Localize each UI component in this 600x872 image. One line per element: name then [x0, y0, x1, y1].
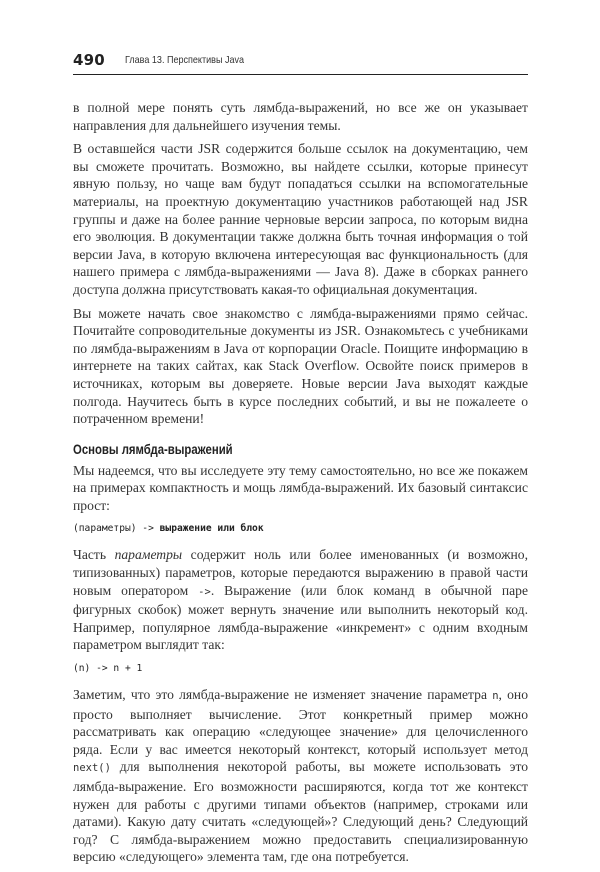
section-heading: Основы лямбда-выражений [73, 441, 233, 457]
text-span: . Выражение (или блок команд в обычной паре фигурных скобок) может вернуть значение или выполнить некоторый код. Например, популярное лямбда-выражение «инкремент» с одним входным параметром выглядит так: [73, 582, 528, 653]
paragraph-continuation: в полной мере понять суть лямбда-выражений, но все же он указывает направления для дальнейшего изучения темы. [73, 100, 528, 133]
paragraph-final [73, 686, 528, 866]
inline-code-method: next() [73, 762, 111, 775]
running-header [73, 50, 528, 75]
code-body: выражение или блок [159, 523, 264, 535]
inline-code-operator: -> [198, 585, 211, 598]
page-body [73, 99, 528, 872]
text-span: , оно просто выполняет вычисление. Этот конкретный пример можно рассматривать как операцию «следующее значение» для целочисленного ряда. Если у вас имеется некоторый контекст, который использует метод [73, 687, 528, 757]
chapter-title: Глава 13. Перспективы Java [125, 54, 245, 66]
code-increment: (n) -> n + 1 [73, 663, 143, 675]
text-span: содержит ноль или более именованных (и возможно, типизованных) параметров, которые передаются выражению в правой части новым оператором [73, 547, 528, 598]
text-span: для выполнения некоторой работы, вы можете использовать это лямбда-выражение. Его возможности расширяются, когда тот же контекст нужен для работы с другими типами объектов (например, строками или датами). Какую дату считать «следующей»? Следующий день? Следующий год? С лямбда-выражением можно предоставить специализированную версию «следующего» элемента там, где она потребуется. [73, 759, 528, 865]
italic-term: параметры [114, 547, 183, 563]
text-span: Часть [73, 547, 115, 563]
text-span: Заметим, что это лямбда-выражение не изменяет значение параметра [73, 687, 493, 703]
code-syntax [73, 522, 528, 536]
code-params: (параметры) -> [73, 523, 160, 535]
page-number: 490 [73, 51, 105, 69]
paragraph-get-started: Вы можете начать свое знакомство с лямбда-выражениями прямо сейчас. Почитайте сопроводительные документы из JSR. Ознакомьтесь с учебниками по лямбда-выражениям в Java от корпорации Oracle. Поищите информацию в интернете на таких сайтах, как Stack Overflow. Освойте поиск примеров в источниках, которым вы доверяете. Новые версии Java выходят каждые полгода. Научитесь быть в курсе последних событий, и вы не пожалеете о потраченном времени! [73, 305, 528, 427]
paragraph-parameters [73, 546, 528, 654]
paragraph-intro: Мы надеемся, что вы исследуете эту тему самостоятельно, но все же покажем на примерах компактность и мощь лямбда-выражений. Их базовый синтаксис прост: [73, 462, 528, 513]
paragraph-jsr-docs: В оставшейся части JSR содержится больше ссылок на документацию, чем вы сможете прочитать. Возможно, вы найдете ссылки, которые принесут явную пользу, но чаще вам будут попадаться ссылки на вспомогательные материалы, на проектную документацию участников работающей над JSR группы и даже на более ранние черновые версии запроса, по которым видна его эволюция. В документации также должна быть точная информация о той версии Java, в которую включена интересующая вас функциональность (для нашего примера с лямбда-выражениями — Java 8). Даже в сборках раннего доступа должна присутствовать какая-то официальная документация. [73, 141, 528, 297]
inline-code-param: n [492, 690, 499, 703]
